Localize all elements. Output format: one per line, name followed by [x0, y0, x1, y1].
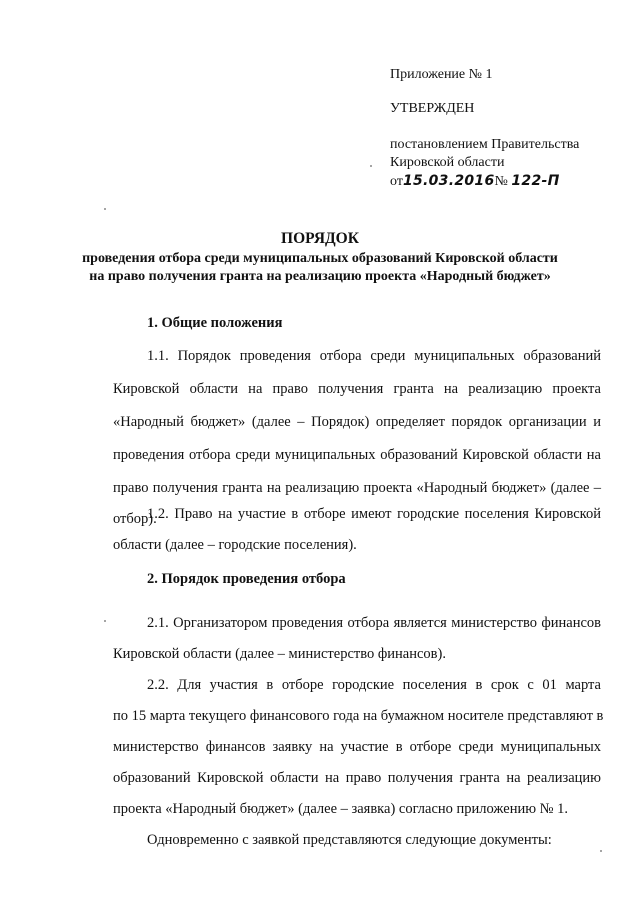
paragraph-line: 1.1. Порядок проведения отбора среди муниципальных образований: [147, 348, 601, 364]
paragraph-line: Кировской области на право получения гранта на реализацию проекта: [113, 381, 601, 397]
paragraph-line: «Народный бюджет» (далее – Порядок) определяет порядок организации и: [113, 414, 601, 430]
paragraph-line: по 15 марта текущего финансового года на бумажном носителе представляют в: [113, 708, 604, 724]
paragraph-line: министерство финансов заявку на участие в отборе среди муниципальных: [113, 739, 601, 755]
paragraph-line: 2.1. Организатором проведения отбора является министерство финансов: [147, 615, 601, 631]
document-subtitle-line1: проведения отбора среди муниципальных образований Кировской области: [82, 251, 558, 266]
paragraph-line: проекта «Народный бюджет» (далее – заявка) согласно приложению № 1.: [113, 801, 569, 817]
section-1-heading: 1. Общие положения: [147, 315, 283, 331]
paragraph-line: образований Кировской области на право получения гранта на реализацию: [113, 770, 601, 786]
paragraph-line: Кировской области (далее – министерство финансов).: [113, 646, 446, 662]
scan-speck: [104, 620, 106, 622]
paragraph-line: области (далее – городские поселения).: [113, 537, 357, 553]
approval-line-date: [390, 172, 560, 191]
number-sign: №: [494, 174, 508, 189]
handwritten-number: 122-П: [511, 173, 560, 189]
paragraph-line: проведения отбора среди муниципальных образований Кировской области на: [113, 447, 601, 463]
appendix-number: Приложение № 1: [390, 67, 493, 82]
approval-line-decree: постановлением Правительства: [390, 137, 580, 152]
scan-speck: [600, 850, 602, 852]
section-2-heading: 2. Порядок проведения отбора: [147, 571, 346, 587]
handwritten-date: 15.03.2016: [402, 173, 495, 189]
scan-speck: [370, 165, 372, 167]
paragraph-line: Одновременно с заявкой представляются следующие документы:: [147, 832, 552, 848]
paragraph-line: отбор).: [113, 511, 157, 527]
approval-date-prefix: от: [390, 174, 403, 189]
approval-line-region: Кировской области: [390, 155, 505, 170]
paragraph-line: 2.2. Для участия в отборе городские поселения в срок с 01 марта: [147, 677, 601, 693]
approved-label: УТВЕРЖДЕН: [390, 101, 475, 116]
paragraph-line: 1.2. Право на участие в отборе имеют городские поселения Кировской: [147, 506, 601, 522]
document-subtitle-line2: на право получения гранта на реализацию проекта «Народный бюджет»: [89, 269, 551, 284]
document-title: ПОРЯДОК: [281, 230, 359, 247]
scan-speck: [104, 208, 106, 210]
paragraph-line: право получения гранта на реализацию проекта «Народный бюджет» (далее –: [113, 480, 601, 496]
